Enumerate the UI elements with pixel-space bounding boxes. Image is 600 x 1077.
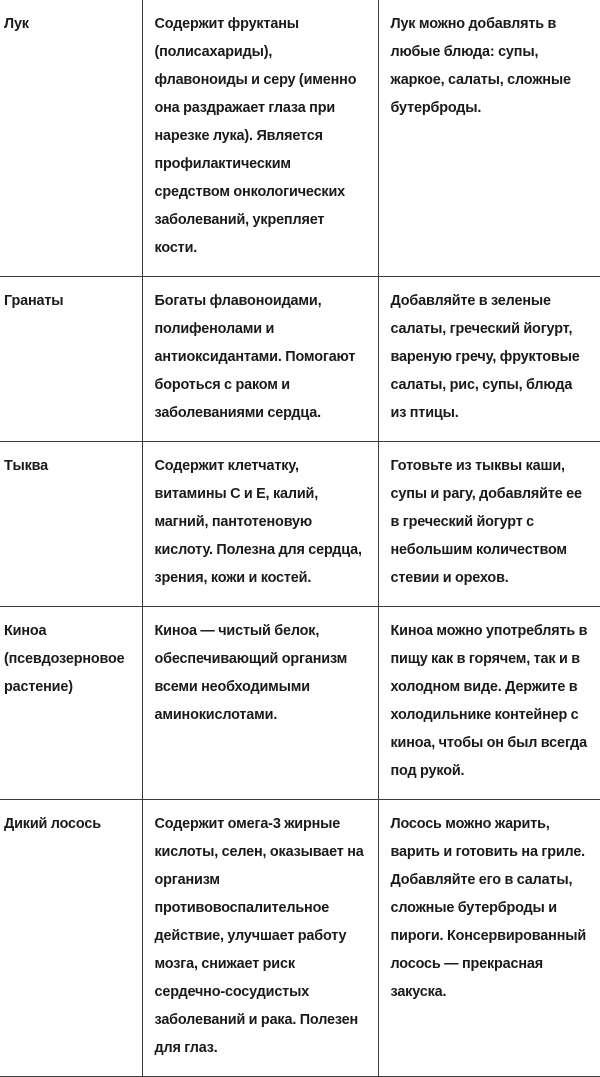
cell-food-name: [0, 442, 142, 607]
cell-food-name: [0, 607, 142, 800]
food-name-text: Киноа (псевдозерновое растение): [4, 623, 125, 695]
food-usage-text: Лосось можно жарить, варить и готовить на гриле. Добавляйте его в салаты, сложные бутерброды и пироги. Консервированный лосось — прекрасная закуска.: [390, 816, 587, 1000]
food-description-text: Содержит омега-3 жирные кислоты, селен, оказывает на организм противовоспалительное действие, улучшает работу мозга, снижает риск сердечно-сосудистых заболеваний и рака. Полезен для глаз.: [154, 816, 364, 1056]
cell-food-usage: [378, 0, 600, 277]
food-name-text: Тыква: [4, 458, 49, 474]
cell-food-usage: [378, 442, 600, 607]
cell-food-description: [142, 607, 378, 800]
food-usage-text: Готовьте из тыквы каши, супы и рагу, добавляйте ее в греческий йогурт с небольшим количеством стевии и орехов.: [390, 458, 582, 586]
cell-food-usage: [378, 277, 600, 442]
food-name-text: Лук: [4, 16, 29, 32]
cell-food-description: [142, 0, 378, 277]
food-usage-text: Киноа можно употреблять в пищу как в горячем, так и в холодном виде. Держите в холодильнике контейнер с киноа, чтобы он был всегда под рукой.: [390, 623, 588, 779]
food-name-text: Гранаты: [4, 293, 64, 309]
cell-food-description: [142, 442, 378, 607]
cell-food-usage: [378, 800, 600, 1077]
food-usage-text: Лук можно добавлять в любые блюда: супы, жаркое, салаты, сложные бутерброды.: [390, 16, 571, 116]
table-row: [0, 0, 600, 277]
cell-food-name: [0, 277, 142, 442]
cell-food-usage: [378, 607, 600, 800]
cell-food-description: [142, 800, 378, 1077]
table-row: [0, 442, 600, 607]
food-name-text: Дикий лосось: [4, 816, 101, 832]
food-description-text: Киноа — чистый белок, обеспечивающий организм всеми необходимыми аминокислотами.: [154, 623, 348, 723]
cell-food-name: [0, 0, 142, 277]
food-usage-text: Добавляйте в зеленые салаты, греческий йогурт, вареную гречу, фруктовые салаты, рис, супы, блюда из птицы.: [390, 293, 580, 421]
cell-food-name: [0, 800, 142, 1077]
food-description-text: Богаты флавоноидами, полифенолами и антиоксидантами. Помогают бороться с раком и заболеваниями сердца.: [154, 293, 356, 421]
food-description-text: Содержит фруктаны (полисахариды), флавоноиды и серу (именно она раздражает глаза при нарезке лука). Является профилактическим средством онкологических заболеваний, укрепляет кости.: [154, 16, 357, 256]
table-row: [0, 277, 600, 442]
cell-food-description: [142, 277, 378, 442]
table-row: [0, 800, 600, 1077]
table-row: [0, 607, 600, 800]
food-description-text: Содержит клетчатку, витамины C и E, калий, магний, пантотеновую кислоту. Полезна для сердца, зрения, кожи и костей.: [154, 458, 362, 586]
